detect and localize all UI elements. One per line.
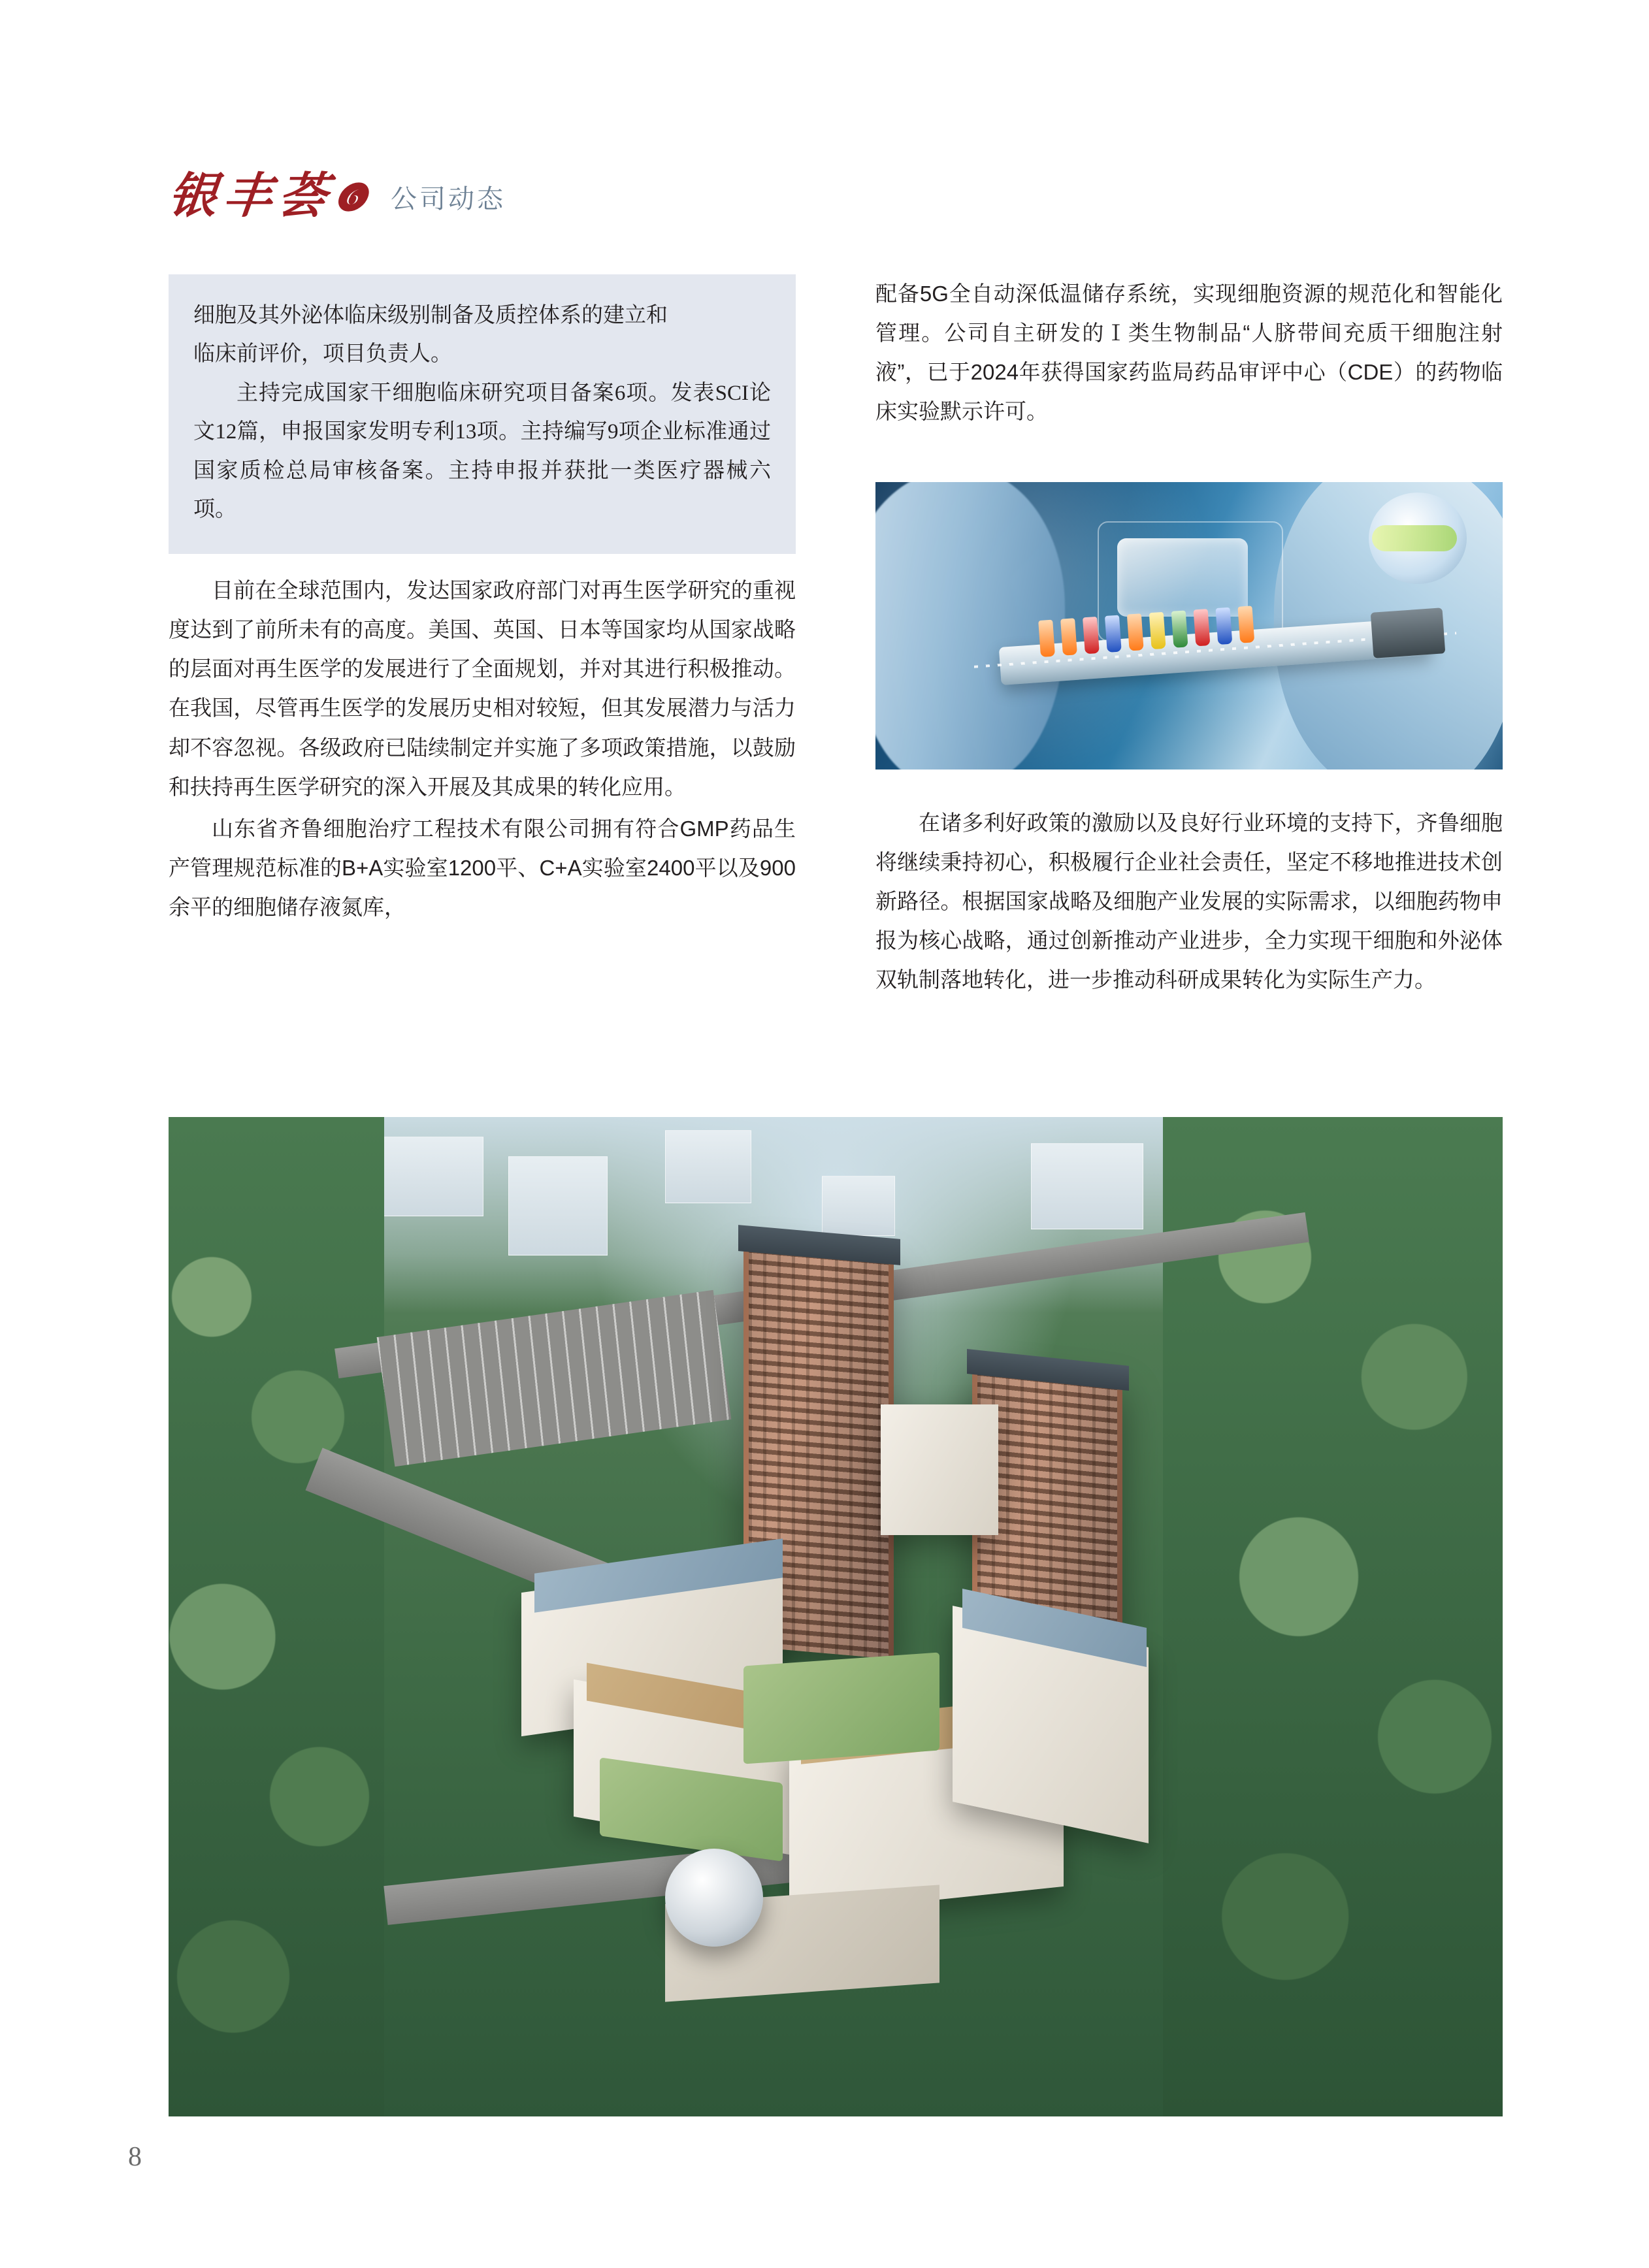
left-column [169,274,796,930]
link-building [881,1404,998,1535]
test-tube [1171,610,1188,647]
lab-sample-rack [1371,608,1446,658]
right-paragraph-bottom: 在诸多利好政策的激励以及良好行业环境的支持下，齐鲁细胞将继续秉持初心，积极履行企业社会责任，坚定不移地推进技术创新路径。根据国家战略及细胞产业发展的实际需求，以细胞药物申报为核心战略，通过创新推动产业进步，全力实现干细胞和外泌体双轨制落地转化，进一步推动科研成果转化为实际生产力。 [875,811,1503,992]
test-tube [1127,613,1144,651]
test-tube [1216,608,1233,645]
masthead-mark-icon: ❻ [334,182,374,215]
callout-box [169,274,796,554]
lab-technician-left [875,482,1065,770]
background-building [1031,1143,1143,1229]
test-tube [1105,615,1122,653]
lab-goggles [1372,525,1457,551]
callout-line-1: 细胞及其外泌体临床级别制备及质控体系的建立和 [193,304,668,327]
tree-belt-right [1163,1117,1503,2116]
test-tube [1149,612,1166,649]
test-tube [1060,618,1077,655]
test-tube [1083,617,1100,654]
left-paragraph-2: 山东省齐鲁细胞治疗工程技术有限公司拥有符合GMP药品生产管理规范标准的B+A实验室1200平、C+A实验室2400平以及900余平的细胞储存液氮库， [169,816,796,919]
lab-photo [875,482,1503,770]
page-header [165,149,953,223]
section-title: 公司动态 [391,185,506,214]
right-column-top [875,274,1503,434]
masthead-logo [166,172,375,221]
background-building [665,1130,751,1203]
callout-paragraph-2: 主持完成国家干细胞临床研究项目备案6项。发表SCI论文12篇，申报国家发明专利13项。主持编写9项企业标准通过国家质检总局审核备案。主持申报并获批一类医疗器械六项。 [193,381,771,521]
tree-belt-left [169,1117,384,2116]
right-paragraph-top: 配备5G全自动深低温储存系统，实现细胞资源的规范化和智能化管理。公司自主研发的Ⅰ类生物制品“人脐带间充质干细胞注射液”，已于2024年获得国家药监局药品审评中心（CDE）的药物临床实验默示许可。 [875,282,1503,424]
inner-courtyard-garden [743,1653,939,1764]
callout-line-2: 临床前评价，项目负责人。 [193,342,452,366]
test-tube [1194,609,1211,646]
page-number: 8 [128,2142,142,2172]
test-tube [1038,620,1055,657]
left-paragraph-1: 目前在全球范围内，发达国家政府部门对再生医学研究的重视度达到了前所未有的高度。美国、英国、日本等国家均从国家战略的层面对再生医学的发展进行了全面规划，并对其进行积极推动。在我国，尽管再生医学的发展历史相对较短，但其发展潜力与活力却不容忽视。各级政府已陆续制定并实施了多项政策措施，以鼓励和扶持再生医学研究的深入开展及其成果的转化应用。 [169,578,796,799]
background-building [508,1156,608,1256]
test-tube [1237,606,1254,643]
round-atrium-building [665,1849,763,1947]
right-column-bottom [875,803,1503,1002]
campus-photo [169,1117,1503,2116]
masthead-text: 银丰荟 [165,170,336,223]
background-building [822,1176,895,1236]
